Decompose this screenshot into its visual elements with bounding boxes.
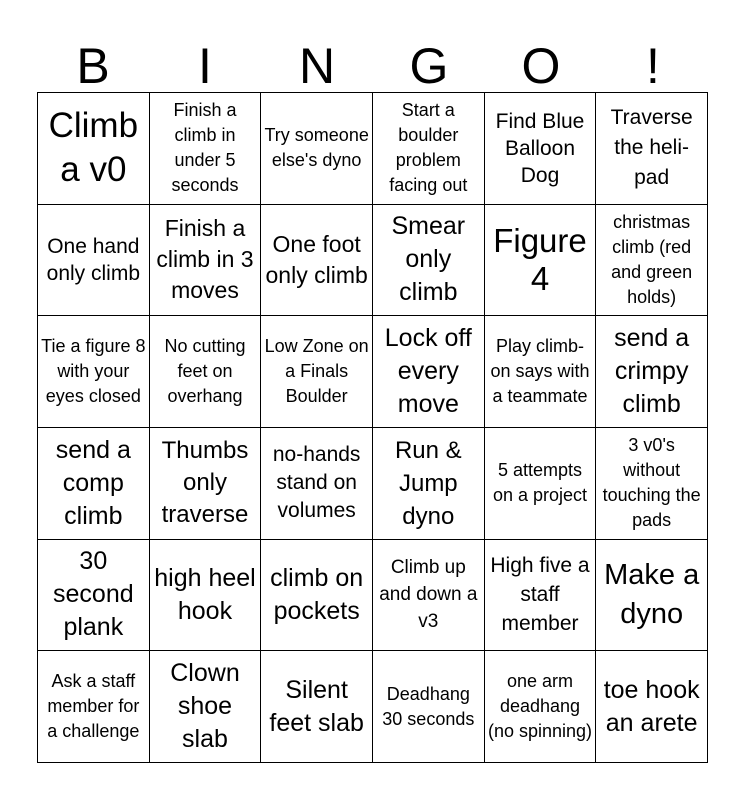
cell-text: Lock off every move <box>384 324 472 419</box>
bingo-cell[interactable] <box>485 205 597 317</box>
bingo-card <box>37 92 708 763</box>
cell-text: Low Zone on a Finals Boulder <box>264 336 369 407</box>
header-letter: B <box>76 38 110 94</box>
cell-text: Run & Jump dyno <box>394 436 462 530</box>
cell-text: Deadhang 30 seconds <box>382 683 475 729</box>
bingo-cell[interactable] <box>373 540 485 652</box>
bingo-cell[interactable] <box>261 316 373 428</box>
cell-text: no-hands stand on volumes <box>272 443 361 523</box>
cell-text: Ask a staff member for a challenge <box>47 671 140 742</box>
bingo-cell[interactable] <box>150 93 262 205</box>
cell-text: 3 v0's without touching the pads <box>602 435 701 531</box>
cell-text: One hand only climb <box>46 234 141 285</box>
bingo-cell[interactable] <box>150 428 262 540</box>
header-letter: O <box>521 38 561 94</box>
bingo-cell[interactable] <box>150 540 262 652</box>
cell-text: 5 attempts on a project <box>492 460 588 506</box>
bingo-cell[interactable] <box>150 651 262 763</box>
bingo-cell[interactable] <box>261 93 373 205</box>
bingo-cell[interactable] <box>150 316 262 428</box>
cell-text: Play climb-on says with a teammate <box>490 336 590 407</box>
bingo-cell[interactable] <box>38 205 150 317</box>
header-letter: I <box>198 38 212 94</box>
bingo-cell[interactable] <box>373 205 485 317</box>
cell-text: Thumbs only traverse <box>161 437 249 529</box>
cell-text: christmas climb (red and green holds) <box>611 211 693 307</box>
cell-text: Finish a climb in 3 moves <box>156 215 254 304</box>
cell-text: send a comp climb <box>55 435 131 530</box>
cell-text: 30 second plank <box>53 547 134 642</box>
bingo-cell[interactable] <box>150 205 262 317</box>
cell-text: climb on pockets <box>270 563 364 625</box>
bingo-cell[interactable] <box>485 540 597 652</box>
bingo-cell[interactable] <box>38 93 150 205</box>
header-letter: N <box>298 38 336 94</box>
cell-text: Climb up and down a v3 <box>379 557 478 633</box>
bingo-cell[interactable] <box>596 316 708 428</box>
cell-text: Tie a figure 8 with your eyes closed <box>41 336 146 407</box>
bingo-cell[interactable] <box>485 428 597 540</box>
bingo-cell[interactable] <box>261 540 373 652</box>
bingo-cell[interactable] <box>261 428 373 540</box>
header-letter: G <box>409 38 449 94</box>
cell-text: Figure 4 <box>493 221 587 297</box>
cell-text: one arm deadhang (no spinning) <box>487 671 593 742</box>
cell-text: Make a dyno <box>604 558 700 630</box>
bingo-cell[interactable] <box>38 316 150 428</box>
bingo-cell[interactable] <box>261 651 373 763</box>
cell-text: Start a boulder problem facing out <box>389 100 468 196</box>
cell-text: send a crimpy climb <box>614 324 690 419</box>
bingo-cell[interactable] <box>485 316 597 428</box>
bingo-cell[interactable] <box>38 540 150 652</box>
bingo-cell[interactable] <box>596 205 708 317</box>
bingo-cell[interactable] <box>373 428 485 540</box>
bingo-cell[interactable] <box>596 651 708 763</box>
cell-text: No cutting feet on overhang <box>164 336 246 407</box>
bingo-cell[interactable] <box>485 93 597 205</box>
bingo-cell[interactable] <box>596 93 708 205</box>
cell-text: high heel hook <box>154 563 256 625</box>
cell-text: Traverse the heli-pad <box>610 106 693 190</box>
cell-text: Climb a v0 <box>48 106 139 190</box>
cell-text: Clown shoe slab <box>170 659 240 754</box>
cell-text: High five a staff member <box>490 554 590 636</box>
cell-text: One foot only climb <box>265 230 368 288</box>
bingo-cell[interactable] <box>261 205 373 317</box>
bingo-cell[interactable] <box>373 93 485 205</box>
bingo-cell[interactable] <box>485 651 597 763</box>
cell-text: Try someone else's dyno <box>264 125 369 171</box>
header-letter: ! <box>646 38 660 94</box>
cell-text: Find Blue Balloon Dog <box>495 109 585 187</box>
cell-text: Smear only climb <box>391 212 466 307</box>
bingo-cell[interactable] <box>38 651 150 763</box>
cell-text: Finish a climb in under 5 seconds <box>171 100 239 196</box>
bingo-cell[interactable] <box>596 428 708 540</box>
cell-text: Silent feet slab <box>269 675 364 737</box>
bingo-cell[interactable] <box>373 651 485 763</box>
cell-text: toe hook an arete <box>603 675 700 737</box>
bingo-cell[interactable] <box>596 540 708 652</box>
bingo-cell[interactable] <box>38 428 150 540</box>
bingo-header <box>37 36 709 92</box>
bingo-cell[interactable] <box>373 316 485 428</box>
